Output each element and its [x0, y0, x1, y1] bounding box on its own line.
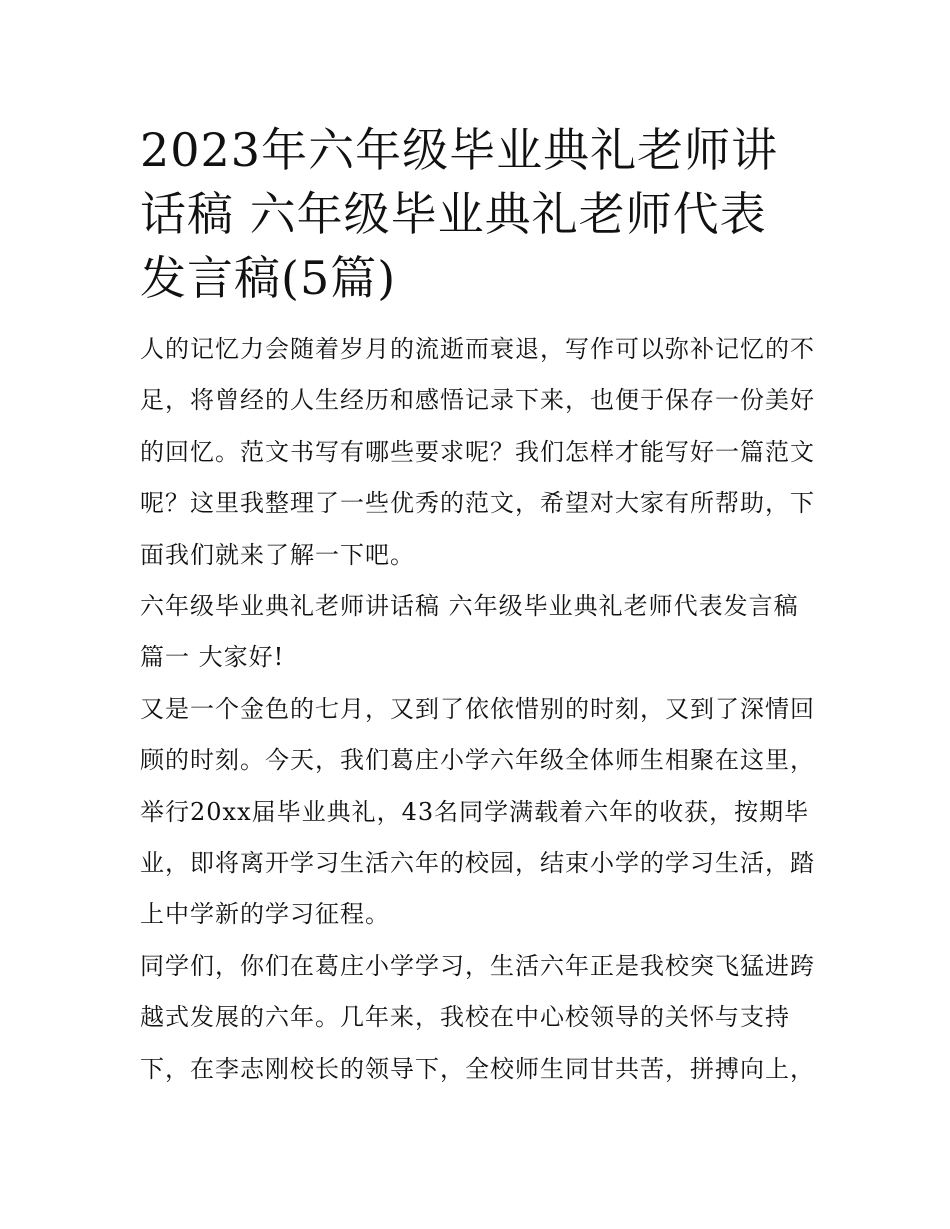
document-page: [140, 118, 815, 1095]
text-line: 越式发展的六年。几年来，我校在中心校领导的关怀与支持: [140, 1003, 790, 1032]
text-line: 同学们，你们在葛庄小学学习，生活六年正是我校突飞猛进跨: [140, 951, 815, 980]
speech-paragraph: [140, 684, 815, 941]
text-line: 六年级毕业典礼老师讲话稿 六年级毕业典礼老师代表发言稿: [140, 592, 799, 621]
title-line: 话稿 六年级毕业典礼老师代表: [140, 187, 767, 241]
speech-paragraph: [140, 941, 815, 1095]
text-line: 人的记忆力会随着岁月的流逝而衰退，写作可以弥补记忆的不: [140, 335, 815, 363]
title-line: 发言稿(5篇): [140, 251, 397, 305]
intro-paragraph: [140, 324, 815, 581]
text-line: 又是一个金色的七月，又到了依依惜别的时刻，又到了深情回: [140, 694, 815, 723]
text-line: 呢？这里我整理了一些优秀的范文，希望对大家有所帮助，下: [140, 489, 815, 518]
document-title: [140, 118, 812, 310]
title-line: 2023年六年级毕业典礼老师讲: [140, 123, 779, 177]
article-label: [140, 632, 812, 683]
text-line: 上中学新的学习征程。: [140, 900, 390, 929]
text-line: 下，在李志刚校长的领导下，全校师生同甘共苦，拼搏向上，: [140, 1054, 815, 1083]
text-line: 的回忆。范文书写有哪些要求呢？我们怎样才能写好一篇范文: [140, 437, 815, 466]
document-body: [140, 324, 815, 1095]
text-line: 业，即将离开学习生活六年的校园，结束小学的学习生活，踏: [140, 849, 815, 878]
text-line: 面我们就来了解一下吧。: [140, 540, 415, 569]
text-line: 足，将曾经的人生经历和感悟记录下来，也便于保存一份美好: [140, 386, 815, 415]
text-line: 举行20xx届毕业典礼，43名同学满载着六年的收获，按期毕: [140, 797, 810, 826]
text-line: 顾的时刻。今天，我们葛庄小学六年级全体师生相聚在这里，: [140, 746, 815, 775]
section-heading: [140, 581, 812, 632]
text-line: 篇一 大家好!: [140, 643, 285, 672]
